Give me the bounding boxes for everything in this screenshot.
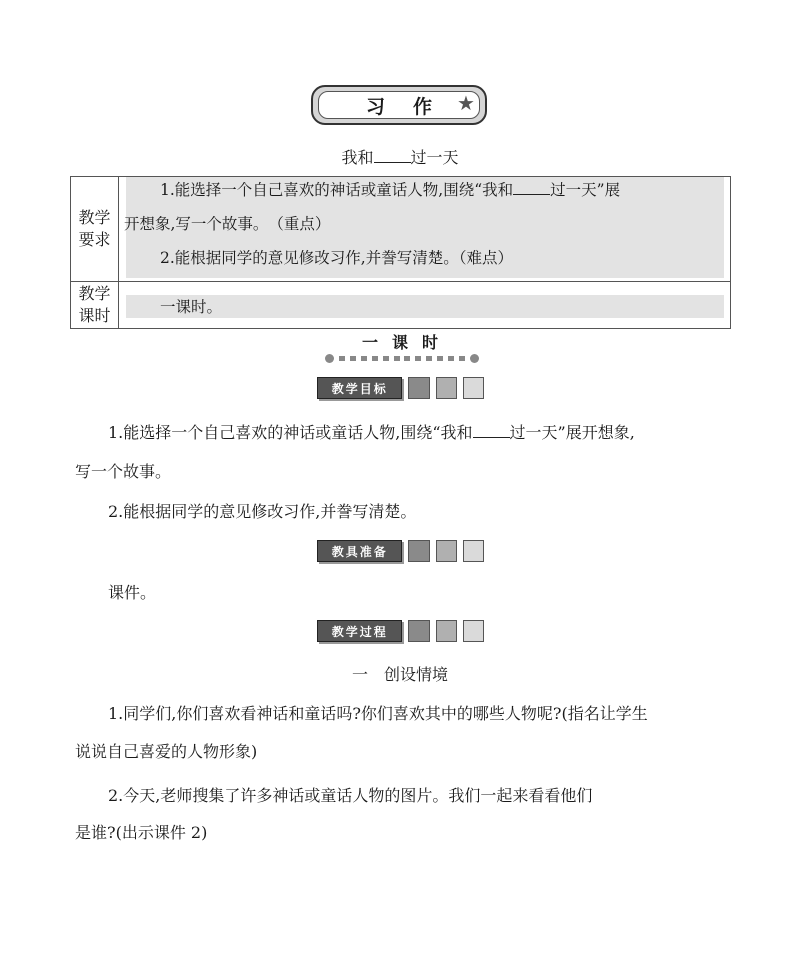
dot xyxy=(415,356,421,361)
hours-label xyxy=(71,281,119,328)
table-row-divider xyxy=(71,281,730,282)
banner-title: 习作 xyxy=(365,95,460,118)
dot xyxy=(339,356,345,361)
goals-tag-label: 教学目标 xyxy=(317,377,402,399)
goal-2: 2.能根据同学的意见修改习作,并誊写清楚。 xyxy=(108,502,417,521)
requirement-1-line2: 开想象,写一个故事。 （重点） xyxy=(124,215,331,233)
banner-inner xyxy=(318,91,480,119)
dot xyxy=(404,356,410,361)
lesson-title: 一课时 xyxy=(361,333,452,352)
star-right-icon: ★ xyxy=(457,91,475,115)
goal1-text: 1.能选择一个自己喜欢的神话或童话人物,围绕“我和 xyxy=(108,423,473,442)
tools-tag xyxy=(317,540,484,562)
goals-tag xyxy=(317,377,484,399)
req1-text: 1.能选择一个自己喜欢的神话或童话人物,围绕“我和 xyxy=(160,181,514,199)
req1-text-after: 过一天”展 xyxy=(550,181,621,199)
tag-square xyxy=(408,620,429,642)
requirements-label xyxy=(71,177,119,281)
tools-tag-label: 教具准备 xyxy=(317,540,402,562)
dot xyxy=(361,356,367,361)
blank-line xyxy=(513,180,550,195)
process-tag-label: 教学过程 xyxy=(317,620,402,642)
hours-label-line1: 教学 xyxy=(78,283,111,303)
dot xyxy=(459,356,465,361)
requirement-1-line1 xyxy=(160,178,620,202)
tag-square xyxy=(436,377,457,399)
dot xyxy=(350,356,356,361)
process-tag xyxy=(317,620,484,642)
tag-square xyxy=(408,540,429,562)
dot xyxy=(426,356,432,361)
dot xyxy=(394,356,400,361)
goal1-text-after: 过一天”展开想象, xyxy=(509,423,635,442)
subtitle-before: 我和 xyxy=(341,148,374,167)
essay-subtitle xyxy=(0,145,800,168)
blank-line xyxy=(374,148,411,163)
tag-square xyxy=(408,377,429,399)
blank-line xyxy=(473,423,510,438)
subtitle-after: 过一天 xyxy=(410,148,459,167)
goal-1-line2: 写一个故事。 xyxy=(75,462,172,481)
paragraph-1-line1: 1.同学们,你们喜欢看神话和童话吗?你们喜欢其中的哪些人物呢?(指名让学生 xyxy=(108,704,648,723)
tag-square xyxy=(463,377,484,399)
step-heading: 一 创设情境 xyxy=(351,665,448,684)
dot xyxy=(448,356,454,361)
paragraph-2-line2: 是谁?(出示课件 2) xyxy=(75,823,208,842)
dot xyxy=(372,356,378,361)
tag-square xyxy=(463,540,484,562)
section-banner xyxy=(311,85,487,125)
goal-1-line1 xyxy=(75,422,768,444)
dot xyxy=(470,354,479,363)
tag-square xyxy=(463,620,484,642)
requirements-label-line2: 要求 xyxy=(78,230,111,249)
hours-value: 一课时。 xyxy=(160,298,223,316)
dot xyxy=(383,356,389,361)
paragraph-1-line2: 说说自己喜爱的人物形象) xyxy=(75,742,258,761)
tools-value: 课件。 xyxy=(108,583,157,602)
dot xyxy=(437,356,443,361)
requirements-label-line1: 教学 xyxy=(78,208,111,227)
hours-label-line2: 课时 xyxy=(78,305,111,325)
tag-square xyxy=(436,540,457,562)
decorative-dots xyxy=(325,354,479,362)
dot xyxy=(325,354,334,363)
paragraph-2-line1: 2.今天,老师搜集了许多神话或童话人物的图片。我们一起来看看他们 xyxy=(108,786,593,805)
requirement-2: 2.能根据同学的意见修改习作,并誊写清楚。（难点） xyxy=(160,249,513,267)
teaching-info-table xyxy=(70,176,731,329)
tag-square xyxy=(436,620,457,642)
